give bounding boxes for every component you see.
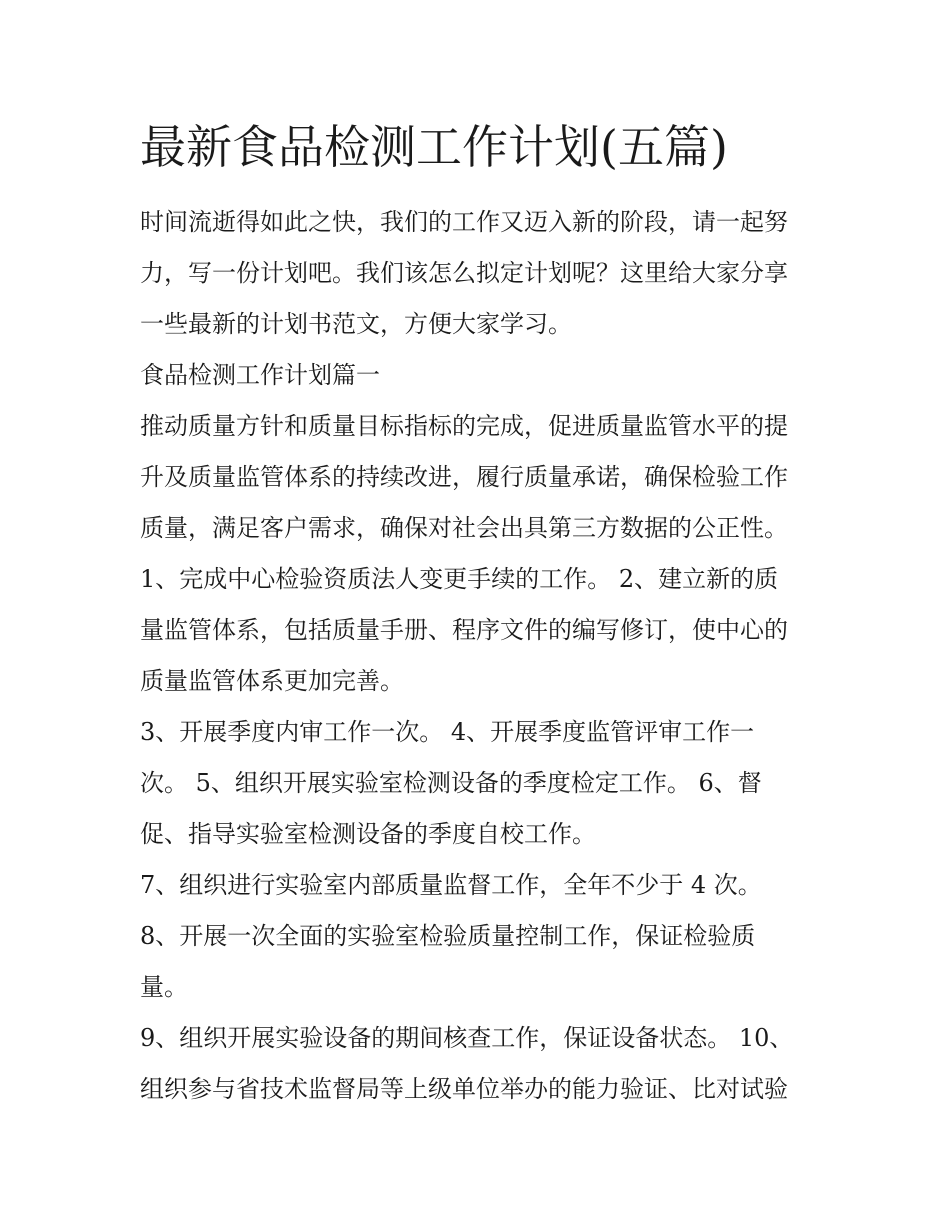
- paragraph-line: 升及质量监管体系的持续改进，履行质量承诺，确保检验工作: [140, 463, 788, 491]
- paragraph-line: 一些最新的计划书范文，方便大家学习。: [140, 310, 572, 338]
- section-heading: 食品检测工作计划篇一: [140, 361, 380, 389]
- paragraph-line: 时间流逝得如此之快，我们的工作又迈入新的阶段，请一起努: [140, 208, 788, 236]
- paragraph-line: 促、指导实验室检测设备的季度自校工作。: [140, 820, 596, 848]
- paragraph-line: 质量监管体系更加完善。: [140, 667, 404, 695]
- paragraph-line: 1、完成中心检验资质法人变更手续的工作。 2、建立新的质: [140, 565, 779, 593]
- paragraph-line: 量监管体系，包括质量手册、程序文件的编写修订，使中心的: [140, 616, 788, 644]
- paragraph-line: 8、开展一次全面的实验室检验质量控制工作，保证检验质: [140, 922, 756, 950]
- paragraph-line: 3、开展季度内审工作一次。 4、开展季度监管评审工作一: [140, 718, 755, 746]
- paragraph-line: 7、组织进行实验室内部质量监督工作，全年不少于 4 次。: [140, 871, 762, 899]
- paragraph-line: 质量，满足客户需求，确保对社会出具第三方数据的公正性。: [140, 514, 788, 542]
- paragraph-line: 力，写一份计划吧。我们该怎么拟定计划呢？这里给大家分享: [140, 259, 788, 287]
- paragraph-line: 推动质量方针和质量目标指标的完成，促进质量监管水平的提: [140, 412, 788, 440]
- paragraph-line: 次。 5、组织开展实验室检测设备的季度检定工作。 6、督: [140, 769, 762, 797]
- paragraph-line: 9、组织开展实验设备的期间核查工作，保证设备状态。 10、: [140, 1024, 794, 1052]
- paragraph-line: 组织参与省技术监督局等上级单位举办的能力验证、比对试验: [140, 1075, 788, 1103]
- paragraph-line: 量。: [140, 973, 188, 1001]
- document-title: 最新食品检测工作计划(五篇): [140, 120, 728, 174]
